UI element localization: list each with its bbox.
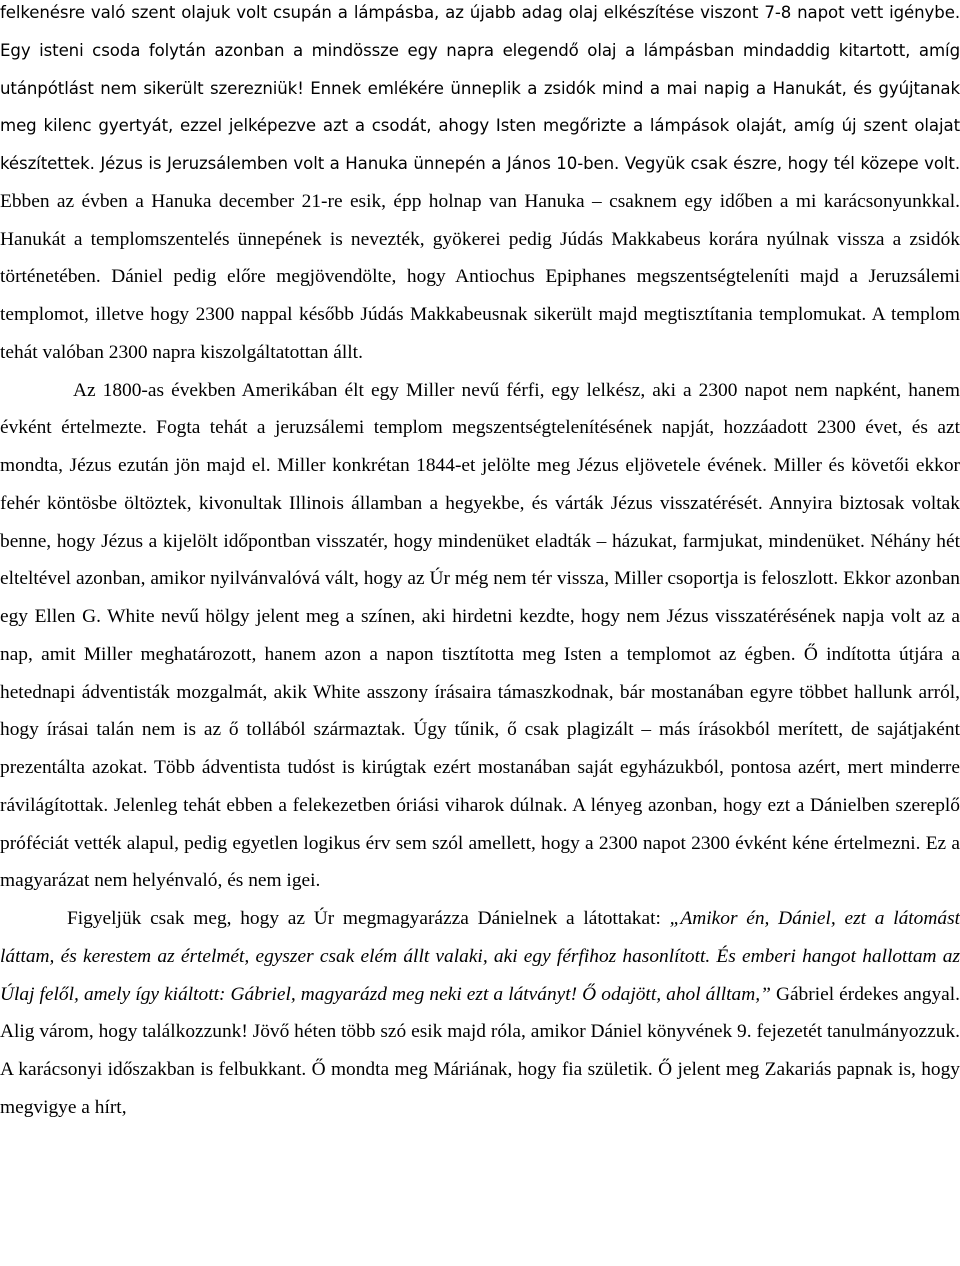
- paragraph-2: Az 1800-as években Amerikában élt egy Miller nevű férfi, egy lelkész, aki a 2300 napot nem napként, hanem évként értelmezte. Fogta tehát a jeruzsálemi templom megszentségtelenítésének napját, hozzáadott 2300 évet, és azt mondta, Jézus ezután jön majd el. Miller konkrétan 1844-et jelölte meg Jézus eljövetele évének. Miller és követői ekkor fehér köntösbe öltöztek, kivonultak Illinois államban a hegyekbe, és várták Jézus visszatérését. Annyira biztosak voltak benne, hogy Jézus a kijelölt időpontban visszatér, hogy mindenüket eladták – házukat, farmjukat, mindenüket. Néhány hét elteltével azonban, amikor nyilvánvalóvá vált, hogy az Úr még nem tér vissza, Miller csoportja is feloszlott. Ekkor azonban egy Ellen G. White nevű hölgy jelent meg a színen, aki hirdetni kezdte, hogy nem Jézus visszatérésének napja volt az a nap, amit Miller meghatározott, hanem azon a napon tisztította meg Isten a templomot az égben. Ő indította útjára a hetednapi ádventisták mozgalmát, akik White asszony írásaira támaszkodnak, bár mostanában egyre többet hallunk arról, hogy írásai talán nem is az ő tollából származtak. Úgy tűnik, ő csak plagizált – más írásokból merített, de sajátjaként prezentálta azokat. Több ádventista tudóst is kirúgtak ezért mostanában saját egyházukból, pontosa azért, mert minderre rávilágítottak. Jelenleg tehát ebben a felekezetben óriási viharok dúlnak. A lényeg azonban, hogy ezt a Dánielben szereplő próféciát vették alapul, pedig egyetlen logikus érv sem szól amellett, hogy a 2300 napot 2300 évként kéne értelmezni. Ez a magyarázat nem helyénvaló, és nem igei.: [0, 379, 960, 892]
- paragraph-1-sans-part: felkenésre való szent olajuk volt csupán a lámpásba, az újabb adag olaj elkészítése viszont 7-8 napot vett igénybe. Egy isteni csoda folytán azonban a mindössze egy napra elegendő olaj a lámpásban mindaddig kitartott, amíg utánpótlást nem sikerült szerezniük! Ennek emlékére ünneplik a zsidók mind a mai napig a Hanukát, és gyújtanak meg kilenc gyertyát, ezzel jelképezve azt a csodát, ahogy Isten megőrizte a lámpások olaját, amíg új szent olajat készítettek. Jézus is Jeruzsálemben volt a Hanuka ünnepén a János 10-ben. Vegyük csak észre, hogy tél közepe volt.: [0, 3, 960, 173]
- bible-quote: „Amikor én, Dániel, ezt a látomást láttam, és kerestem az értelmét, egyszer csak elém állt valaki, aki egy férfihoz hasonlított. És emberi hangot hallottam az Úlaj felől, amely így kiáltott: Gábriel, magyarázd meg neki ezt a látványt! Ő odajött, ahol álltam,”: [0, 908, 960, 1005]
- paragraph-3: [0, 900, 960, 1127]
- paragraph-1: [0, 0, 960, 372]
- paragraph-1-serif-part: Ebben az évben a Hanuka december 21-re esik, épp holnap van Hanuka – csaknem egy időben a mi karácsonyunkkal. Hanukát a templomszentelés ünnepének is nevezték, gyökerei pedig Júdás Makkabeus korára nyúlnak vissza a zsidók történetében. Dániel pedig előre megjövendölte, hogy Antiochus Epiphanes megszentségteleníti majd a Jeruzsálemi templomot, illetve hogy 2300 nappal később Júdás Makkabeusnak sikerült majd megtisztítania templomukat. A templom tehát valóban 2300 napra kiszolgáltatottan állt.: [0, 190, 960, 363]
- paragraph-3-intro: Figyeljük csak meg, hogy az Úr megmagyarázza Dánielnek a látottakat:: [67, 908, 670, 929]
- paragraph-3-rest: Gábriel érdekes angyal. Alig várom, hogy találkozzunk! Jövő héten több szó esik majd róla, amikor Dániel könyvének 9. fejezetét tanulmányozzuk. A karácsonyi időszakban is felbukkant. Ő mondta meg Máriának, hogy fia születik. Ő jelent meg Zakariás papnak is, hogy megvigye a hírt,: [0, 983, 960, 1118]
